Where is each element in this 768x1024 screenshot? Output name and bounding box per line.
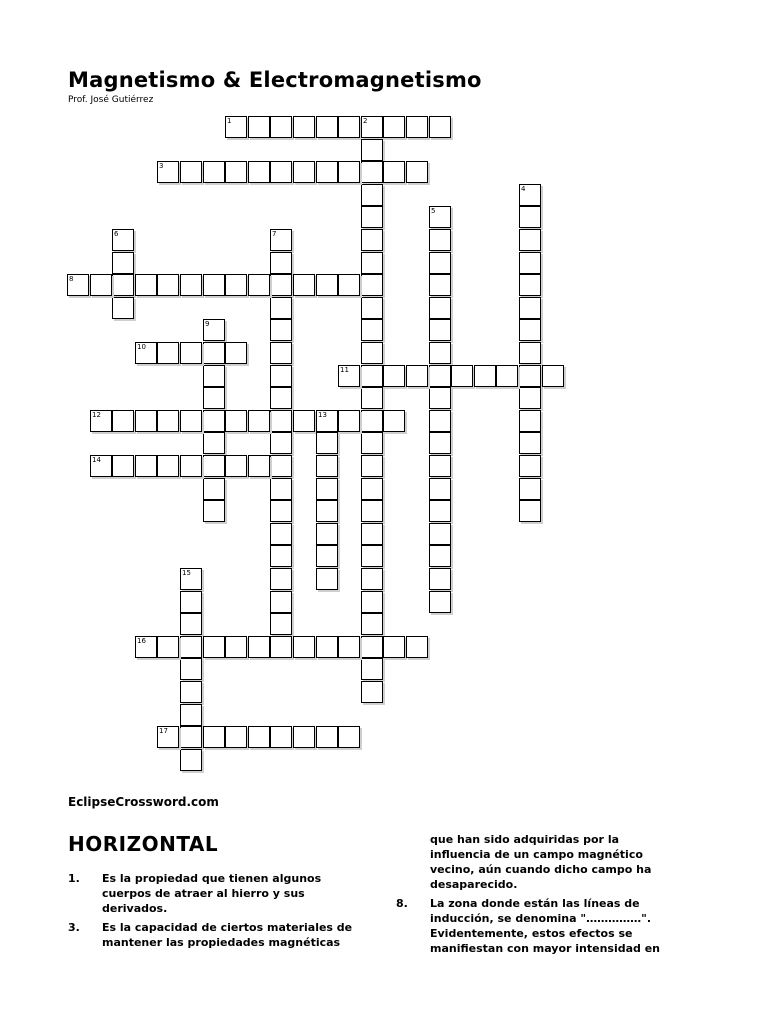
cell-number: 12 [92, 411, 101, 419]
grid-cell [248, 455, 270, 477]
grid-cell [203, 342, 225, 364]
grid-cell [248, 726, 270, 748]
grid-cell [203, 274, 225, 296]
clue-number: 8. [396, 897, 408, 910]
grid-cell [361, 636, 383, 658]
cell-number: 1 [227, 117, 232, 125]
grid-cell [270, 410, 292, 432]
grid-cell [429, 274, 451, 296]
grid-cell [519, 252, 541, 274]
grid-cell [519, 319, 541, 341]
grid-cell [270, 591, 292, 613]
grid-cell [270, 342, 292, 364]
grid-cell [519, 387, 541, 409]
grid-cell [270, 613, 292, 635]
cell-number: 16 [137, 637, 146, 645]
grid-cell [519, 342, 541, 364]
grid-cell [474, 365, 496, 387]
grid-cell [203, 726, 225, 748]
grid-cell [180, 591, 202, 613]
grid-cell [270, 161, 292, 183]
grid-cell [270, 229, 292, 251]
grid-cell [112, 274, 134, 296]
grid-cell [383, 116, 405, 138]
grid-cell [90, 455, 112, 477]
grid-cell [316, 478, 338, 500]
cell-number: 6 [114, 230, 119, 238]
grid-cell [361, 139, 383, 161]
grid-cell [225, 116, 247, 138]
puzzle-title: Magnetismo & Electromagnetismo [68, 68, 482, 92]
grid-cell [316, 455, 338, 477]
grid-cell [361, 478, 383, 500]
grid-cell [135, 455, 157, 477]
grid-cell [293, 274, 315, 296]
grid-cell [451, 365, 473, 387]
grid-cell [519, 500, 541, 522]
grid-cell [519, 297, 541, 319]
grid-cell [316, 161, 338, 183]
grid-cell [542, 365, 564, 387]
grid-cell [429, 523, 451, 545]
grid-cell [270, 319, 292, 341]
grid-cell [180, 455, 202, 477]
grid-cell [429, 229, 451, 251]
grid-cell [270, 116, 292, 138]
grid-cell [135, 410, 157, 432]
grid-cell [180, 568, 202, 590]
grid-cell [361, 410, 383, 432]
grid-cell [203, 365, 225, 387]
grid-cell [519, 455, 541, 477]
grid-cell [383, 365, 405, 387]
grid-cell [429, 591, 451, 613]
grid-cell [203, 500, 225, 522]
grid-cell [180, 613, 202, 635]
grid-cell [406, 636, 428, 658]
grid-cell [361, 206, 383, 228]
grid-cell [180, 681, 202, 703]
grid-cell [270, 478, 292, 500]
grid-cell [338, 116, 360, 138]
grid-cell [316, 523, 338, 545]
grid-cell [316, 432, 338, 454]
grid-cell [225, 161, 247, 183]
grid-cell [270, 523, 292, 545]
grid-cell [90, 410, 112, 432]
grid-cell [429, 545, 451, 567]
grid-cell [180, 726, 202, 748]
grid-cell [180, 342, 202, 364]
grid-cell [203, 636, 225, 658]
grid-cell [135, 274, 157, 296]
grid-cell [270, 500, 292, 522]
grid-cell [270, 297, 292, 319]
grid-cell [316, 274, 338, 296]
grid-cell [316, 636, 338, 658]
section-heading-horizontal: HORIZONTAL [68, 832, 219, 856]
grid-cell [270, 252, 292, 274]
grid-cell [519, 206, 541, 228]
grid-cell [429, 297, 451, 319]
grid-cell [270, 274, 292, 296]
author-line: Prof. José Gutiérrez [68, 95, 154, 105]
cell-number: 2 [363, 117, 368, 125]
grid-cell [361, 455, 383, 477]
grid-cell [361, 545, 383, 567]
grid-cell [316, 726, 338, 748]
grid-cell [338, 274, 360, 296]
grid-cell [361, 252, 383, 274]
grid-cell [203, 387, 225, 409]
grid-cell [157, 636, 179, 658]
grid-cell [270, 432, 292, 454]
grid-cell [519, 274, 541, 296]
grid-cell [270, 636, 292, 658]
grid-cell [338, 365, 360, 387]
grid-cell [406, 161, 428, 183]
grid-cell [496, 365, 518, 387]
grid-cell [316, 545, 338, 567]
grid-cell [361, 161, 383, 183]
clue-text: Es la capacidad de ciertos materiales de mantener las propiedades magnéticas [102, 921, 353, 949]
grid-cell [180, 161, 202, 183]
grid-cell [361, 342, 383, 364]
grid-cell [225, 342, 247, 364]
grid-cell [135, 636, 157, 658]
grid-cell [429, 387, 451, 409]
clue-text: La zona donde están las líneas de inducción, se denomina "……………". Evidentemente, estos efectos se manifiestan con mayor intensidad en [430, 897, 661, 955]
grid-cell [361, 297, 383, 319]
cell-number: 11 [340, 366, 349, 374]
grid-cell [157, 410, 179, 432]
grid-cell [316, 568, 338, 590]
grid-cell [383, 410, 405, 432]
grid-cell [248, 410, 270, 432]
grid-cell [225, 410, 247, 432]
cell-number: 4 [521, 185, 526, 193]
grid-cell [180, 704, 202, 726]
grid-cell [338, 161, 360, 183]
cell-number: 13 [318, 411, 327, 419]
grid-cell [361, 116, 383, 138]
grid-cell [519, 410, 541, 432]
grid-cell [361, 229, 383, 251]
grid-cell [519, 478, 541, 500]
grid-cell [180, 410, 202, 432]
clue-number: 1. [68, 872, 80, 885]
grid-cell [270, 455, 292, 477]
cell-number: 7 [272, 230, 277, 238]
grid-cell [112, 297, 134, 319]
grid-cell [203, 161, 225, 183]
grid-cell [429, 206, 451, 228]
grid-cell [338, 636, 360, 658]
grid-cell [519, 184, 541, 206]
grid-cell [157, 455, 179, 477]
grid-cell [361, 319, 383, 341]
grid-cell [203, 319, 225, 341]
grid-cell [112, 252, 134, 274]
grid-cell [406, 365, 428, 387]
cell-number: 3 [159, 162, 164, 170]
brand-footer: EclipseCrossword.com [68, 795, 219, 809]
grid-cell [361, 523, 383, 545]
grid-cell [203, 455, 225, 477]
grid-cell [361, 613, 383, 635]
grid-cell [248, 116, 270, 138]
cell-number: 5 [431, 207, 436, 215]
cell-number: 8 [69, 275, 74, 283]
grid-cell [361, 681, 383, 703]
grid-cell [225, 636, 247, 658]
cell-number: 14 [92, 456, 101, 464]
grid-cell [429, 116, 451, 138]
grid-cell [67, 274, 89, 296]
grid-cell [293, 161, 315, 183]
grid-cell [361, 658, 383, 680]
grid-cell [316, 410, 338, 432]
grid-cell [225, 274, 247, 296]
grid-cell [225, 455, 247, 477]
grid-cell [112, 455, 134, 477]
grid-cell [429, 432, 451, 454]
grid-cell [429, 568, 451, 590]
grid-cell [316, 500, 338, 522]
grid-cell [270, 387, 292, 409]
clue-number: 3. [68, 921, 80, 934]
grid-cell [157, 726, 179, 748]
grid-cell [429, 365, 451, 387]
grid-cell [270, 365, 292, 387]
grid-cell [180, 274, 202, 296]
grid-cell [361, 274, 383, 296]
grid-cell [519, 229, 541, 251]
cell-number: 15 [182, 569, 191, 577]
clue-continuation [430, 832, 680, 892]
grid-cell [406, 116, 428, 138]
cell-number: 10 [137, 343, 146, 351]
grid-cell [112, 410, 134, 432]
grid-cell [293, 116, 315, 138]
grid-cell [293, 636, 315, 658]
grid-cell [157, 274, 179, 296]
grid-cell [429, 410, 451, 432]
grid-cell [361, 365, 383, 387]
grid-cell [180, 636, 202, 658]
grid-cell [90, 274, 112, 296]
clue-text: que han sido adquiridas por la influencia de un campo magnético vecino, aún cuando dicho campo ha desaparecido. [430, 833, 652, 891]
grid-cell [383, 161, 405, 183]
grid-cell [225, 726, 247, 748]
grid-cell [157, 342, 179, 364]
grid-cell [429, 478, 451, 500]
grid-cell [429, 319, 451, 341]
grid-cell [338, 410, 360, 432]
grid-cell [429, 342, 451, 364]
grid-cell [519, 432, 541, 454]
grid-cell [383, 636, 405, 658]
grid-cell [429, 455, 451, 477]
cell-number: 17 [159, 727, 168, 735]
grid-cell [338, 726, 360, 748]
clue-text: Es la propiedad que tienen algunos cuerpos de atraer al hierro y sus derivados. [102, 872, 322, 915]
cell-number: 9 [205, 320, 210, 328]
grid-cell [203, 410, 225, 432]
grid-cell [248, 636, 270, 658]
grid-cell [135, 342, 157, 364]
grid-cell [112, 229, 134, 251]
grid-cell [361, 591, 383, 613]
grid-cell [270, 545, 292, 567]
grid-cell [248, 274, 270, 296]
grid-cell [293, 726, 315, 748]
grid-cell [361, 500, 383, 522]
grid-cell [361, 184, 383, 206]
grid-cell [361, 568, 383, 590]
grid-cell [361, 432, 383, 454]
grid-cell [180, 658, 202, 680]
grid-cell [248, 161, 270, 183]
grid-cell [157, 161, 179, 183]
grid-cell [293, 410, 315, 432]
grid-cell [203, 478, 225, 500]
grid-cell [361, 387, 383, 409]
grid-cell [270, 568, 292, 590]
grid-cell [429, 252, 451, 274]
grid-cell [203, 432, 225, 454]
grid-cell [180, 749, 202, 771]
grid-cell [519, 365, 541, 387]
grid-cell [429, 500, 451, 522]
grid-cell [316, 116, 338, 138]
grid-cell [270, 726, 292, 748]
